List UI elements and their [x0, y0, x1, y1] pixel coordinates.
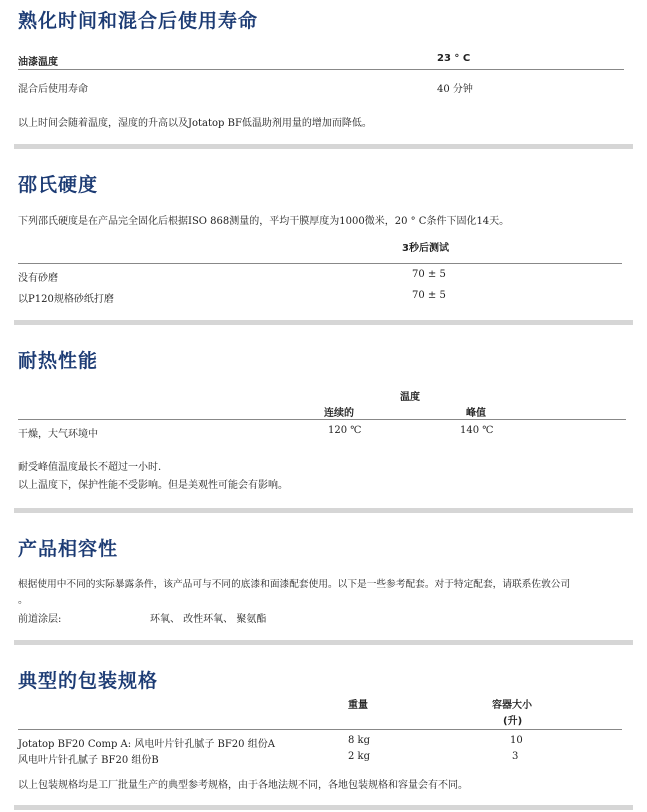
size-col-unit: (升) — [503, 716, 523, 727]
compatibility-text-end: 。 — [18, 595, 28, 606]
hardness-row-value: 70 ± 5 — [412, 290, 446, 301]
temp-group-header: 温度 — [400, 392, 420, 403]
table-rule — [18, 69, 624, 70]
hardness-row-label: 没有砂磨 — [18, 273, 58, 284]
heat-row-label: 干燥，大气环境中 — [18, 429, 98, 440]
package-row-weight: 2 kg — [348, 751, 371, 762]
section-divider — [14, 320, 633, 325]
heat-note: 耐受峰值温度最长不超过一小时. — [18, 462, 162, 473]
section-title-curing: 熟化时间和混合后使用寿命 — [18, 10, 259, 32]
table-rule — [18, 419, 626, 420]
section-title-compatibility: 产品相容性 — [18, 538, 119, 560]
previous-coat-label: 前道涂层: — [18, 614, 62, 625]
section-divider — [14, 508, 633, 513]
hardness-intro: 下列邵氏硬度是在产品完全固化后根据ISO 868测量的，平均干膜厚度为1000微米，20 ° C条件下固化14天。 — [18, 216, 510, 227]
paint-temp-value: 23 ° C — [437, 53, 471, 64]
weight-col-header: 重量 — [348, 700, 368, 711]
packaging-note: 以上包装规格均是工厂批量生产的典型参考规格，由于各地法规不同，各地包装规格和容量会有不同。 — [18, 780, 468, 791]
continuous-col-header: 连续的 — [324, 408, 354, 419]
continuous-value: 120 ℃ — [328, 425, 362, 436]
section-divider — [14, 144, 633, 149]
hardness-row-value: 70 ± 5 — [412, 269, 446, 280]
section-title-heat: 耐热性能 — [18, 350, 99, 372]
table-rule — [18, 263, 622, 264]
section-title-packaging: 典型的包装规格 — [18, 670, 159, 692]
hardness-col-header: 3秒后测试 — [402, 243, 449, 254]
hardness-row-label: 以P120规格砂纸打磨 — [18, 294, 114, 305]
peak-col-header: 峰值 — [466, 408, 486, 419]
previous-coat-value: 环氧、 改性环氧、 聚氨酯 — [150, 614, 267, 625]
package-row-name: 风电叶片针孔腻子 BF20 组份B — [18, 755, 159, 766]
heat-note: 以上温度下，保护性能不受影响。但是美观性可能会有影响。 — [18, 480, 288, 491]
size-col-header: 容器大小 — [492, 700, 532, 711]
curing-note: 以上时间会随着温度，湿度的升高以及Jotatop BF低温助剂用量的增加而降低。 — [18, 118, 372, 129]
paint-temp-label: 油漆温度 — [18, 57, 58, 68]
package-row-size: 3 — [512, 751, 519, 762]
pot-life-label: 混合后使用寿命 — [18, 84, 88, 95]
pot-life-value: 40 分钟 — [437, 84, 473, 95]
section-title-hardness: 邵氏硬度 — [18, 174, 99, 196]
package-row-name: Jotatop BF20 Comp A: 风电叶片针孔腻子 BF20 组份A — [18, 739, 275, 750]
section-divider — [14, 640, 633, 645]
section-divider — [14, 805, 633, 810]
peak-value: 140 ℃ — [460, 425, 494, 436]
package-row-weight: 8 kg — [348, 735, 371, 746]
table-rule — [18, 729, 622, 730]
compatibility-text: 根据使用中不同的实际暴露条件，该产品可与不同的底漆和面漆配套使用。以下是一些参考配套。对于特定配套，请联系佐敦公司 — [18, 579, 571, 590]
package-row-size: 10 — [510, 735, 523, 746]
